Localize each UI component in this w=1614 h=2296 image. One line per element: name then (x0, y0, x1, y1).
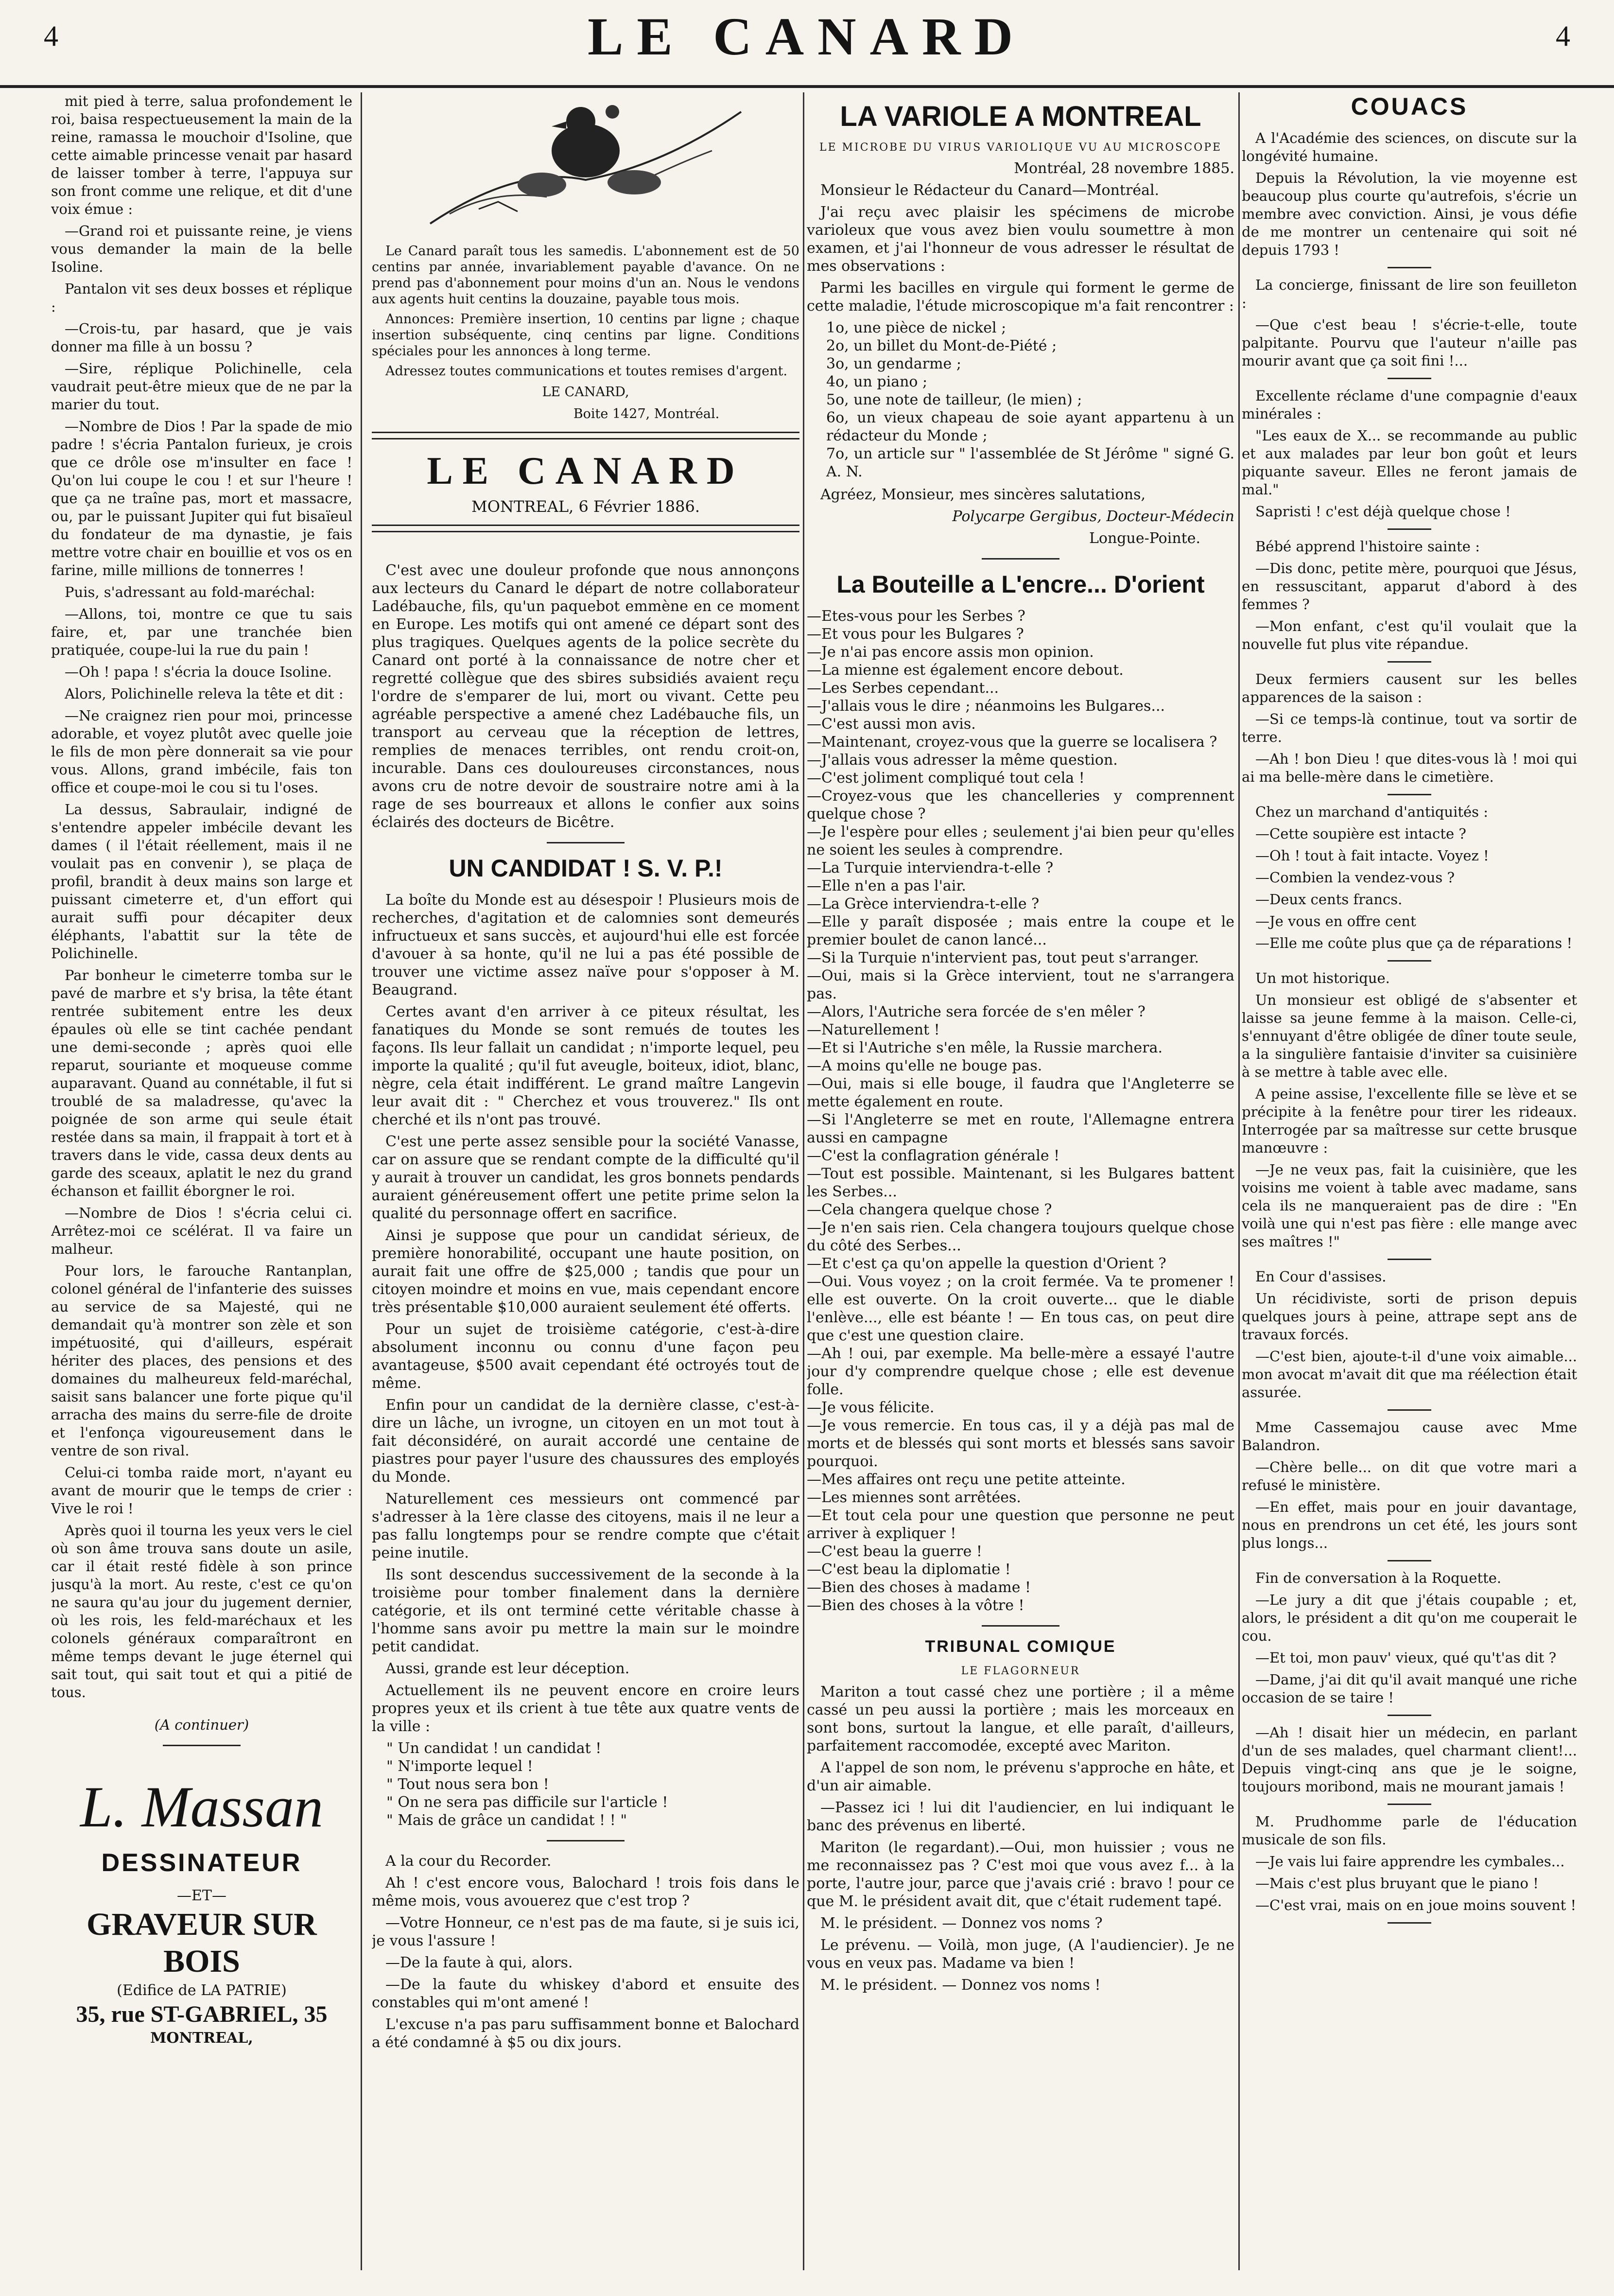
paragraph: —Dis donc, petite mère, pourquoi que Jésus, en ressuscitant, apparut d'abord à des femmes ? (1242, 560, 1577, 613)
quote-line: " On ne sera pas difficile sur l'article ! (386, 1794, 668, 1811)
tribunal-article (807, 1683, 1234, 1994)
dialogue-line: —Bien des choses à la vôtre ! (807, 1597, 1024, 1614)
paragraph: Puis, s'adressant au fold-maréchal: (65, 584, 315, 600)
paragraph: Mariton (le regardant).—Oui, mon huissier ; vous ne me reconnaissez pas ? C'est moi que vous avez f... à la porte, l'autre jour, parce que j'avais crié : bravo ! pour ce que M. le président avait dit, que c'était rudement tapé. (807, 1839, 1234, 1910)
couac-item (1242, 129, 1577, 259)
variole-subheadline: LE MICROBE DU VIRUS VARIOLIQUE VU AU MICROSCOPE (819, 141, 1222, 154)
paragraph: —De la faute du whiskey d'abord et ensuite des constables qui m'ont amené ! (372, 1976, 799, 2011)
paragraph: Alors, Polichinelle releva la tête et dit : (65, 685, 344, 702)
address-notice: Adressez toutes communications et toutes remises d'argent. (385, 364, 788, 379)
separator (982, 558, 1059, 560)
paragraph: M. le président. — Donnez vos noms ? (820, 1915, 1103, 1932)
dialogue-line: —J'allais vous le dire ; néanmoins les Bulgares... (807, 698, 1165, 715)
candidat-article (372, 891, 799, 1735)
dialogue-line: —La mienne est également encore debout. (807, 662, 1124, 679)
dialogue-line: —Et si l'Autriche s'en mêle, la Russie marchera. (807, 1039, 1163, 1056)
column-1 (51, 92, 352, 2270)
variole-date: Montréal, 28 novembre 1885. (1014, 160, 1234, 177)
paragraph: La concierge, finissant de lire son feuilleton : (1242, 277, 1577, 311)
variole-signature: Polycarpe Gergibus, Docteur-Médecin (952, 508, 1234, 525)
paragraph: Chez un marchand d'antiquités : (1255, 804, 1489, 820)
dialogue-line: —Les miennes sont arrêtées. (807, 1489, 1021, 1506)
variole-paragraph: Parmi les bacilles en virgule qui forment le germe de cette maladie, l'étude microscopique m'a fait rencontrer : (807, 280, 1234, 315)
paragraph: La dessus, Sabraulair, indigné de s'entendre appeler imbécile devant les dames ( il l'était réellement, mais il ne voulait pas en convenir ), se plaça de profil, brandit à deux mains son large et puissant cimeterre et, d'un effort qui aurait suffi pour décapiter deux éléphants, l'abattit sur la tête de Polichinelle. (51, 801, 352, 962)
paragraph: —Passez ici ! lui dit l'audiencier, en lui indiquant le banc des prévenus en liberté. (807, 1799, 1234, 1834)
ad-title: DESSINATEUR (101, 1849, 302, 1877)
paragraph: —De la faute à qui, alors. (385, 1954, 573, 1971)
paragraph: Bébé apprend l'histoire sainte : (1255, 538, 1480, 555)
couac-item (1242, 670, 1577, 786)
dialogue-line: —Etes-vous pour les Serbes ? (807, 608, 1025, 625)
paragraph: "Les eaux de X... se recommande au public et aux malades par leur bon goût et leurs piquante saveur. Elles ne feront jamais de mal." (1242, 427, 1577, 498)
paragraph: M. le président. — Donnez vos noms ! (820, 1977, 1101, 1994)
newspaper-title: LE CANARD (588, 7, 1026, 66)
paragraph: —Chère belle... on dit que votre mari a refusé le ministère. (1242, 1459, 1577, 1493)
paragraph: Aussi, grande est leur déception. (385, 1660, 630, 1677)
paragraph: —Ah ! disait hier un médecin, en parlant d'un de ses malades, quel charmant client!... Depuis vingt-cinq ans que je le soigne, toujours moribond, mais ne mourant jamais ! (1242, 1724, 1577, 1795)
ad-trade: GRAVEUR SUR BOIS (87, 1907, 317, 1979)
dialogue-line: —A moins qu'elle ne bouge pas. (807, 1057, 1042, 1074)
dialogue-line: —Je n'ai pas encore assis mon opinion. (807, 644, 1094, 661)
paragraph: Le prévenu. — Voilà, mon juge, (A l'audiencier). Je ne vous en veux pas. Madame va bien ! (807, 1937, 1234, 1972)
dialogue-line: —Si la Turquie n'intervient pas, tout peut s'arranger. (807, 949, 1199, 966)
paragraph: L'excuse n'a pas paru suffisamment bonne et Balochard a été condamné à $5 ou dix jours. (372, 2016, 799, 2051)
paragraph: —Combien la vendez-vous ? (1255, 869, 1455, 886)
dialogue-line: —Je n'en sais rien. Cela changera toujours quelque chose du côté des Serbes... (807, 1219, 1234, 1254)
dialogue-line: —Je vous félicite. (807, 1399, 935, 1416)
variole-paragraph: J'ai reçu avec plaisir les spécimens de microbe varioleux que vous avez bien voulu soumettre à mon examen, et j'ai l'honneur de vous adresser le résultat de mes observations : (807, 204, 1234, 275)
dateline: MONTREAL, 6 Février 1886. (471, 497, 700, 516)
list-item: 1o, une pièce de nickel ; (826, 319, 1007, 336)
paragraph: —Dame, j'ai dit qu'il avait manqué une riche occasion de se taire ! (1242, 1671, 1577, 1706)
separator (1388, 661, 1431, 663)
ad-et: —ET— (177, 1887, 226, 1904)
couac-item (1242, 803, 1577, 952)
masthead (0, 0, 1614, 88)
column-rule (361, 92, 362, 2270)
dialogue-line: —Elle n'en a pas l'air. (807, 877, 966, 894)
paragraph: Pour lors, le farouche Rantanplan, colonel général de l'infanterie des suisses au service de sa Majesté, qui ne demandait qu'à montrer son zèle et son impétuosité, qui d'ailleurs, espérait hériter des places, des pensions et des domaines du malheureux feld-maréchal, saisit sans balancer une forte pique qu'il arracha des mains du serre-file de droite et l'enfonça vigoureusement dans le ventre de son rival. (51, 1262, 352, 1459)
couacs-headline: COUACS (1351, 93, 1468, 120)
paragraph: —Crois-tu, par hasard, que je vais donner ma fille à un bossu ? (51, 320, 352, 355)
couac-item (1242, 1569, 1577, 1707)
variole-headline: LA VARIOLE A MONTREAL (840, 101, 1201, 132)
list-item: 6o, un vieux chapeau de soie ayant appartenu à un rédacteur du Monde ; (826, 409, 1234, 444)
paragraph: —En effet, mais pour en jouir davantage, nous en prendrons un cet été, les jours sont plus longs... (1242, 1499, 1577, 1551)
paragraph: —Le jury a dit que j'étais coupable ; et, alors, le président a dit qu'on me couperait le cou. (1242, 1592, 1577, 1644)
paragraph: —Si ce temps-là continue, tout va sortir de terre. (1242, 711, 1577, 745)
paragraph: —Nombre de Dios ! s'écria celui ci. Arrêtez-moi ce scélérat. Il va faire un malheur. (51, 1205, 352, 1257)
dialogue-line: —Oui, mais si elle bouge, il faudra que l'Angleterre se mette également en route. (807, 1075, 1234, 1110)
separator (1388, 1560, 1431, 1561)
paragraph: —Et toi, mon pauv' vieux, qué qu't'as dit ? (1255, 1649, 1557, 1666)
column-rule (1238, 92, 1240, 2270)
double-rule (372, 432, 799, 439)
dialogue-line: —Tout est possible. Maintenant, si les Bulgares battent les Serbes... (807, 1165, 1234, 1200)
dialogue-line: —Je vous remercie. En tous cas, il y a déjà pas mal de morts et de blessés qui sont morts et blessés sans savoir pourquoi. (807, 1417, 1234, 1470)
quote-line: " Mais de grâce un candidat ! ! " (386, 1812, 627, 1829)
separator (163, 1745, 241, 1746)
list-item: 2o, un billet du Mont-de-Piété ; (826, 337, 1057, 354)
dialogue-line: —Maintenant, croyez-vous que la guerre se localisera ? (807, 734, 1217, 751)
duck-vignette-illustration (420, 92, 751, 238)
dialogue-line: —C'est beau la guerre ! (807, 1543, 982, 1560)
paragraph: Actuellement ils ne peuvent encore en croire leurs propres yeux et ils crient à tue tête aux quatre vents de la ville : (372, 1682, 799, 1735)
dialogue-line: —Croyez-vous que les chancelleries y comprennent quelque chose ? (807, 788, 1234, 823)
paragraph: —Cette soupière est intacte ? (1255, 825, 1466, 842)
publisher-box: Boite 1427, Montréal. (573, 406, 720, 421)
dialogue-line: —Mes affaires ont reçu une petite atteinte. (807, 1471, 1126, 1488)
dialogue-line: —C'est joliment compliqué tout cela ! (807, 770, 1085, 787)
ad-city: MONTREAL, (150, 2030, 253, 2047)
couac-item (1242, 1419, 1577, 1552)
dialogue-line: —Je l'espère pour elles ; seulement j'ai bien peur qu'elles ne soient les seules à comprendre. (807, 824, 1234, 859)
couac-item (1242, 1813, 1577, 1914)
paragraph: Ils sont descendus successivement de la seconde à la troisième pour tomber finalement dans la dernière catégorie, et ils ont terminé cette véritable chasse à l'homme sans avoir pu mettre la main sur le moindre petit candidat. (372, 1566, 799, 1655)
publisher-name: LE CANARD, (542, 385, 629, 400)
couac-item (1242, 1268, 1577, 1402)
quote-line: " Un candidat ! un candidat ! (386, 1740, 602, 1757)
paragraph: —Votre Honneur, ce n'est pas de ma faute, si je suis ici, je vous l'assure ! (372, 1914, 799, 1949)
feuilleton-text (51, 92, 352, 1701)
dialogue-line: —J'allais vous adresser la même question. (807, 752, 1118, 769)
separator (1388, 1409, 1431, 1411)
variole-list (826, 319, 1234, 481)
dialogue-line: —La Turquie interviendra-t-elle ? (807, 859, 1054, 876)
paragraph: —Oh ! tout à fait intacte. Voyez ! (1255, 847, 1489, 864)
recorder-court-item (372, 1852, 799, 2051)
paragraph: —Mais c'est plus bruyant que le piano ! (1255, 1875, 1539, 1892)
column-3 (807, 92, 1234, 2270)
couac-item (1242, 276, 1577, 370)
paragraph: —Allons, toi, montre ce que tu sais faire, et, par une tranchée bien pratiquée, coupe-lui la rue du pain ! (51, 606, 352, 658)
paper-title: LE CANARD (427, 450, 745, 492)
paragraph: —Je vais lui faire apprendre les cymbales... (1255, 1853, 1565, 1870)
paragraph: mit pied à terre, salua profondement le roi, baisa respectueusement la main de la reine, ramassa le mouchoir d'Isoline, que cette aimable princesse venait par hasard de laisser tomber à terre, l'appuya sur son front comme une relique, et dit d'une voix émue : (51, 93, 352, 217)
tribunal-subheadline: LE FLAGORNEUR (961, 1665, 1080, 1677)
couac-item (1242, 1724, 1577, 1796)
paragraph: C'est une perte assez sensible pour la société Vanasse, car on assure que se rendant compte de la difficulté qu'il y aurait à trouver un candidat, les gros bonnets pendards auraient généreusement offert une petite prime selon la qualité du personnage offert en sacrifice. (372, 1133, 799, 1222)
column-rule (803, 92, 804, 2270)
couac-item (1242, 387, 1577, 521)
advertisement-engraver (51, 1775, 352, 2047)
separator (1388, 267, 1431, 268)
separator (547, 842, 625, 843)
paragraph: —Que c'est beau ! s'écrie-t-elle, toute palpitante. Pourvu que l'auteur n'aille pas mourir avant que ça soit fini !... (1242, 316, 1577, 369)
dialogue-line: —Bien des choses à madame ! (807, 1579, 1031, 1596)
paragraph: Par bonheur le cimeterre tomba sur le pavé de marbre et s'y brisa, la tête étant rentrée subitement entre les deux épaules où elle se tint cachée pendant une demi-seconde ; après quoi elle reparut, souriante et moqueuse comme auparavant. Quand au connétable, il fut si troublé de sa maladresse, qu'avec la poignée de son arme qui seule était restée dans sa main, il frappait à tort et à travers dans le vide, cassa deux dents au garde des sceaux, aplatit le nez du grand échanson et faillit éborgner le roi. (51, 967, 352, 1199)
paragraph: Ainsi je suppose que pour un candidat sérieux, de première honorabilité, occupant une haute position, on aurait fait une offre de $25,000 ; tandis que pour un citoyen moindre et moins en vue, mais cependant encore très présentable $10,000 auraient seulement été offerts. (372, 1227, 799, 1316)
page-number-right: 4 (1556, 20, 1570, 52)
subscription-notice: Le Canard paraît tous les samedis. L'abonnement est de 50 centins par année, invariablement payable d'avance. On ne prend pas d'abonnement pour moins d'un an. Nous le vendons aux agents huit centins la douzaine, payable tous mois. (372, 244, 799, 307)
paragraph: Excellente réclame d'une compagnie d'eaux minérales : (1242, 387, 1577, 422)
dialogue-line: —La Grèce interviendra-t-elle ? (807, 895, 1040, 912)
paragraph: La boîte du Monde est au désespoir ! Plusieurs mois de recherches, d'agitation et de calomnies sont demeurés infructueux et sans succès, et aujourd'hui elle est forcée d'avouer à sa honte, qu'il ne lui a pas été possible de trouver une victime assez naïve pour s'opposer à M. Beaugrand. (372, 892, 799, 999)
dialogue-line: —Les Serbes cependant... (807, 680, 999, 697)
ladebauche-announcement: C'est avec une douleur profonde que nous annonçons aux lecteurs du Canard le départ de notre collaborateur Ladébauche, fils, qu'un paquebot emmène en ce moment en Europe. Les motifs qui ont amené ce départ sont des plus tragiques. Quelques agents de la police secrète du Canard ont porté à la connaissance de notre cher et regretté collègue que des sbires subsidiés avaient reçu l'ordre de s'emparer de lui, mort ou vivant. Cette peu agréable perspective a amené chez Ladébauche fils, un transport au cerveau que la réception de lettres, remplies de menaces terribles, ont rendu croit-on, incurable. Dans ces douloureuses circonstances, nous avons cru de notre devoir de soustraire notre ami à la rage de ses bourreaux et allons le confier aux soins éclairés des docteurs de Bicêtre. (372, 562, 799, 831)
paragraph: —Je ne veux pas, fait la cuisinière, que les voisins me voient à table avec madame, sans cela ils ne manqueraient pas de dire : "En voilà une qui n'est pas fière : elle mange avec ses maîtres !" (1242, 1161, 1577, 1250)
paragraph: —Je vous en offre cent (1255, 913, 1416, 929)
paragraph: —Deux cents francs. (1255, 891, 1403, 908)
paragraph: En Cour d'assises. (1255, 1268, 1387, 1285)
paragraph: Après quoi il tourna les yeux vers le ciel où son âme trouva sans doute un asile, car il était resté fidèle à son prince jusqu'à la mort. Au reste, c'est ce qu'on ne saura qu'au jour du jugement dernier, où les rois, les feld-maréchaux et les colonels généraux comparaîtront en même temps devant le juge éternel qui sait tout, qui sait tout et qui a pitié de tous. (51, 1522, 352, 1700)
paragraph: —Ah ! bon Dieu ! que dites-vous là ! moi qui ai ma belle-mère dans le cimetière. (1242, 751, 1577, 785)
paragraph: Depuis la Révolution, la vie moyenne est beaucoup plus courte qu'autrefois, s'écrie un membre avec conviction. Ainsi, je vous défie de me montrer un centenaire qui soit né depuis 1793 ! (1242, 170, 1577, 258)
separator (1388, 1259, 1431, 1260)
separator (982, 1625, 1059, 1627)
separator (1388, 794, 1431, 795)
ad-address: 35, rue ST-GABRIEL, 35 (76, 2001, 328, 2027)
dialogue-line: —Elle y paraît disposée ; mais entre la coupe et le premier boulet de canon lancé... (807, 913, 1234, 948)
paragraph: Deux fermiers causent sur les belles apparences de la saison : (1242, 671, 1577, 705)
to-continue: (A continuer) (154, 1717, 249, 1733)
paragraph: —C'est bien, ajoute-t-il d'une voix aimable... mon avocat m'avait dit que ma réélection était assurée. (1242, 1348, 1577, 1401)
dialogue-line: —Naturellement ! (807, 1021, 940, 1038)
dialogue-line: —Cela changera quelque chose ? (807, 1201, 1052, 1218)
column-2 (372, 92, 799, 2270)
ad-building: (Edifice de LA PATRIE) (117, 1982, 287, 1999)
dialogue-line: —C'est beau la diplomatie ! (807, 1561, 1011, 1578)
paragraph: —Elle me coûte plus que ça de réparations ! (1255, 935, 1573, 951)
paragraph: —Oh ! papa ! s'écria la douce Isoline. (65, 664, 332, 680)
paragraph: M. Prudhomme parle de l'éducation musicale de son fils. (1242, 1813, 1577, 1848)
list-item: 5o, une note de tailleur, (le mien) ; (826, 391, 1082, 408)
paragraph: Fin de conversation à la Roquette. (1255, 1570, 1502, 1586)
dialogue-line: —Alors, l'Autriche sera forcée de s'en mêler ? (807, 1003, 1145, 1020)
paragraph: —Sire, réplique Polichinelle, cela vaudrait peut-être mieux que de ne par la marier du tout. (51, 360, 352, 413)
separator (1388, 960, 1431, 962)
dialogue-line: —Si l'Angleterre se met en route, l'Allemagne entrera aussi en campagne (807, 1111, 1234, 1146)
paragraph: A peine assise, l'excellente fille se lève et se précipite à la fenêtre pour tirer les rideaux. Interrogée par sa maîtresse sur cette brusque manœuvre : (1242, 1086, 1577, 1156)
couacs-items (1242, 129, 1577, 1924)
paragraph: —C'est vrai, mais on en joue moins souvent ! (1255, 1897, 1577, 1913)
list-item: 3o, un gendarme ; (826, 355, 961, 372)
variole-signature-place: Longue-Pointe. (1089, 530, 1200, 547)
paragraph: —Nombre de Dios ! Par la spade de mio padre ! s'écria Pantalon furieux, je crois que ce drôle ose m'insulter en face ! Qu'on lui coupe le cou ! et sur l'heure ! que ça ne traîne pas, mort et massacre, ou, par le puissant Jupiter qui fut bisaïeul du fondateur de ma dynastie, je fais mettre votre chair en bouillie et vos os en farine, mille millions de tonnerres ! (51, 418, 352, 578)
dialogue-line: —Et c'est ça qu'on appelle la question d'Orient ? (807, 1255, 1166, 1272)
couac-item (1242, 969, 1577, 1251)
dialogue-line: —Ah ! oui, par exemple. Ma belle-mère a essayé l'autre jour d'y comprendre quelque chose ; elle est devenue folle. (807, 1345, 1234, 1398)
paragraph: Mme Cassemajou cause avec Mme Balandron. (1242, 1419, 1577, 1454)
dialogue-line: —Et vous pour les Bulgares ? (807, 626, 1024, 643)
paragraph: A l'Académie des sciences, on discute sur la longévité humaine. (1242, 130, 1577, 164)
paragraph: —Ne craignez rien pour moi, princesse adorable, et voyez plutôt avec quelle joie le fils de mon père donnerait sa vie pour vous. Allons, grand imbécile, fais ton office et coupe-moi le cou si tu l'oses. (51, 707, 352, 796)
bouteille-headline: La Bouteille a L'encre... D'orient (836, 571, 1205, 598)
paragraph: A la cour du Recorder. (385, 1853, 552, 1870)
paragraph: Un récidiviste, sorti de prison depuis quelques jours à peine, attrape sept ans de travaux forcés. (1242, 1290, 1577, 1343)
paragraph: —Mon enfant, c'est qu'il voulait que la nouvelle fut plus vite répandue. (1242, 618, 1577, 652)
couac-item (1242, 538, 1577, 653)
paragraph: Certes avant d'en arriver à ce piteux résultat, les fanatiques du Monde se sont remués de toutes les façons. Ils leur fallait un candidat ; n'importe lequel, peu importe la qualité ; qu'il fut aveugle, boiteux, idiot, blanc, nègre, cela était indifférent. Le grand maître Langevin leur avait dit : " Cherchez et vous trouverez." Ils ont cherché et ils n'ont pas trouvé. (372, 1003, 799, 1128)
paragraph: Un mot historique. (1255, 970, 1390, 986)
paragraph: Sapristi ! c'est déjà quelque chose ! (1255, 503, 1511, 520)
column-4 (1242, 92, 1577, 2270)
bouteille-dialogue (807, 607, 1234, 1614)
separator (1388, 378, 1431, 379)
paragraph: Pour un sujet de troisième catégorie, c'est-à-dire absolument inconnu ou connu d'une façon peu avantageuse, $500 avait cependant été octroyés tout de même. (372, 1321, 799, 1392)
paragraph: Mariton a tout cassé chez une portière ; il a même cassé un peu aussi la portière ; mais les morceaux en sont bons, surtout la langue, et elle paraît, d'ailleurs, parfaitement raccomodée, excepté avec Mariton. (807, 1683, 1234, 1754)
paragraph: A l'appel de son nom, le prévenu s'approche en hâte, et d'un air aimable. (807, 1759, 1234, 1794)
paragraph: Un monsieur est obligé de s'absenter et laisse sa jeune femme à la maison. Celle-ci, s'ennuyant d'être obligée de dîner toute seule, a la singulière fantaisie d'inviter sa cuisinière à se mettre à table avec elle. (1242, 992, 1577, 1080)
candidat-headline: UN CANDIDAT ! S. V. P.! (449, 855, 723, 882)
paragraph: Pantalon vit ses deux bosses et réplique : (51, 280, 352, 315)
variole-salutation: Monsieur le Rédacteur du Canard—Montréal. (820, 182, 1160, 199)
paragraph: Celui-ci tomba raide mort, n'ayant eu avant de mourir que le temps de crier : Vive le roi ! (51, 1464, 352, 1517)
candidat-cries (386, 1739, 799, 1829)
quote-line: " Tout nous sera bon ! (386, 1776, 549, 1793)
separator (1388, 1804, 1431, 1805)
quote-line: " N'importe lequel ! (386, 1758, 533, 1775)
dialogue-line: —C'est la conflagration générale ! (807, 1147, 1060, 1164)
dialogue-line: —Oui. Vous voyez ; on la croit fermée. Va te promener ! elle est ouverte. On la croit ouverte... que le diable l'enlève..., elle est béante ! — En tous cas, on peut dire que c'est une question claire. (807, 1273, 1234, 1344)
separator (1388, 1715, 1431, 1716)
paragraph: Enfin pour un candidat de la dernière classe, c'est-à-dire un lâche, un ivrogne, un citoyen en un mot tout à fait déconsidéré, on aurait accordé une centaine de piastres pour payer l'usure des chaussures des employés du Monde. (372, 1397, 799, 1486)
dialogue-line: —Oui, mais si la Grèce intervient, tout ne s'arrangera pas. (807, 967, 1234, 1002)
advertising-rates: Annonces: Première insertion, 10 centins par ligne ; chaque insertion subséquente, cinq centins par ligne. Conditions spéciales pour les annonces à long terme. (372, 312, 799, 359)
separator (1388, 1922, 1431, 1924)
separator (1388, 528, 1431, 530)
tribunal-headline: TRIBUNAL COMIQUE (925, 1637, 1116, 1656)
paragraph: Ah ! c'est encore vous, Balochard ! trois fois dans le même mois, vous avouerez que c'est trop ? (372, 1875, 799, 1910)
dialogue-line: —C'est aussi mon avis. (807, 716, 976, 733)
paragraph: —Grand roi et puissante reine, je viens vous demander la main de la belle Isoline. (51, 223, 352, 275)
signature-image: L. Massan (80, 1774, 324, 1839)
variole-closing: Agréez, Monsieur, mes sincères salutations, (820, 486, 1146, 503)
paragraph: Naturellement ces messieurs ont commencé par s'adresser à la 1ère classe des citoyens, mais il ne leur a pas fallu longtemps pour se rendre compte que c'était peine inutile. (372, 1490, 799, 1561)
page-number-left: 4 (44, 20, 58, 52)
double-rule (372, 525, 799, 532)
separator (547, 1840, 625, 1841)
list-item: 4o, un piano ; (826, 373, 928, 390)
list-item: 7o, un article sur " l'assemblée de St Jérôme " signé G. A. N. (826, 445, 1234, 480)
dialogue-line: —Et tout cela pour une question que personne ne peut arriver à expliquer ! (807, 1507, 1234, 1542)
